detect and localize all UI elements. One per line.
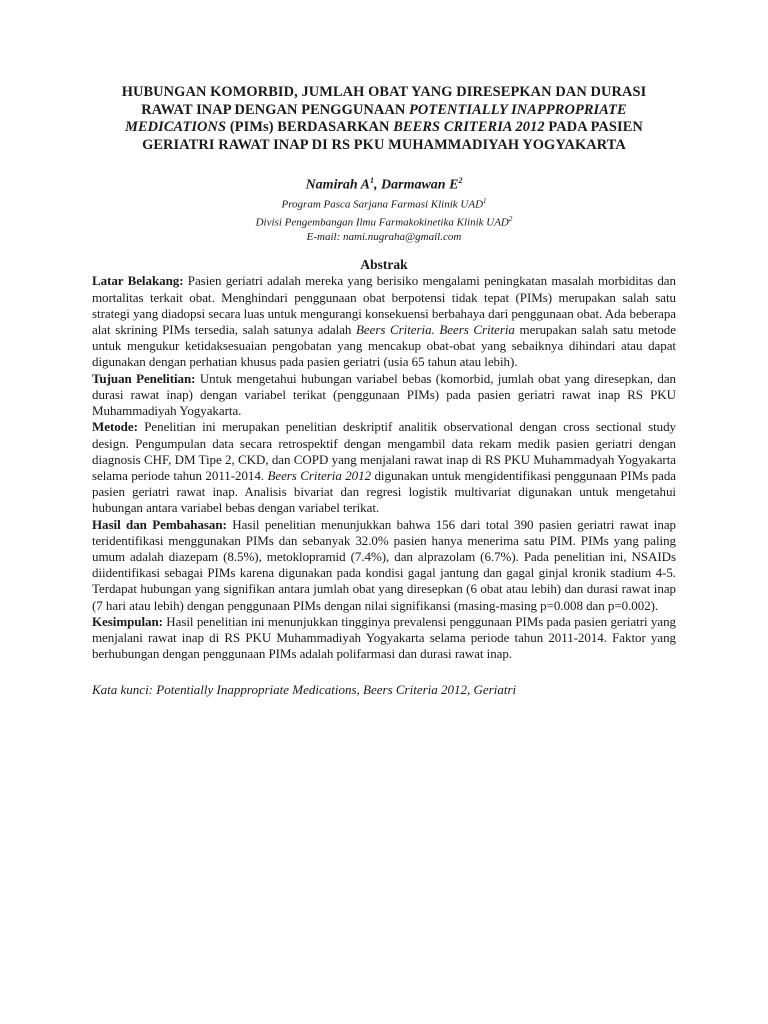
method-text-2: digunakan untuk mengidentifikasi penggunaan PIMs pada pasien geriatri rawat inap. Analisis bivariat dan regresi logistik multivariat digunakan untuk mengetahui hubungan antara variabel bebas dengan variabel terikat.	[92, 467, 677, 516]
abstract-conclusion	[92, 614, 676, 663]
method-text-1: Penelitian ini merupakan penelitian deskriptif analitik observational dengan cross sectional study design. Pengumpulan data secara retrospektif dengan mengambil data rekam medik pasien geriatri dengan diagnosis CHF, DM Tipe 2, CKD, dan COPD yang menjalani rawat inap di RS PKU Muhammadyah Yogyakarta selama periode tahun 2011-2014.	[92, 419, 676, 483]
title-line-3-text-a: (PIMs) BERDASARKAN	[226, 119, 394, 135]
objective-label: Tujuan Penelitian:	[92, 370, 196, 386]
title-line-3-italic-b: BEERS CRITERIA 2012	[393, 119, 545, 135]
background-text-1: Pasien geriatri adalah mereka yang berisiko mengalami peningkatan masalah morbiditas dan mortalitas terkait obat. Menghindari penggunaan obat berpotensi tidak tepat (PIMs) merupakan salah satu strategi yang diadopsi secara luas untuk mengurangi konsekuensi berbahaya dari penggunaan obat. Ada beberapa alat skrining PIMs tersedia, salah satunya adalah	[92, 273, 676, 338]
background-italic: Beers Criteria. Beers Criteria	[356, 322, 515, 338]
method-label: Metode:	[92, 419, 138, 435]
title-line-2	[92, 102, 676, 120]
title-line-2-text: RAWAT INAP DENGAN PENGGUNAAN	[141, 101, 410, 118]
background-text-2: merupakan salah satu metode untuk mengukur ketidaksesuaian pengobatan yang mencakup obat-obat yang sebaiknya dihindari atau dapat digunakan dengan perhatian khusus pada pasien geriatri (usia 65 tahun atau lebih).	[92, 322, 676, 370]
affiliations	[92, 194, 676, 245]
method-italic: Beers Criteria 2012	[267, 467, 372, 483]
affiliation-1-text: Program Pasca Sarjana Farmasi Klinik UAD	[281, 198, 484, 211]
author-2-sup: 2	[458, 176, 463, 185]
background-label: Latar Belakang:	[92, 273, 184, 289]
author-separator: ,	[374, 177, 382, 193]
abstract-method	[92, 419, 676, 516]
objective-text: Untuk mengetahui hubungan variabel bebas (komorbid, jumlah obat yang diresepkan, dan durasi rawat inap) dengan variabel terikat (penggunaan PIMs) pada pasien geriatri rawat inap RS PKU Muhammadiyah Yogyakarta.	[92, 370, 676, 419]
paper-title	[92, 84, 676, 154]
title-line-2-italic: POTENTIALLY INAPPROPRIATE	[409, 101, 627, 118]
author-1-sup: 1	[370, 176, 375, 185]
abstract-objective	[92, 371, 676, 420]
title-line-3-text-b: PADA PASIEN	[544, 119, 643, 135]
author-1-name: Namirah A	[305, 177, 371, 193]
affiliation-2-text: Divisi Pengembangan Ilmu Farmakokinetika Klinik UAD	[255, 216, 509, 229]
conclusion-text: Hasil penelitian ini menunjukkan tingginya prevalensi penggunaan PIMs pada pasien geriatri yang menjalani rawat inap di RS PKU Muhammadiyah Yogyakarta selama periode tahun 2011-2014. Faktor yang berhubungan dengan penggunaan PIMs adalah polifarmasi dan durasi rawat inap.	[92, 613, 676, 662]
affiliation-2-sup: 2	[508, 214, 513, 223]
title-line-1: HUBUNGAN KOMORBID, JUMLAH OBAT YANG DIRESEPKAN DAN DURASI	[121, 84, 647, 100]
author-email: E-mail: nami.nugraha@gmail.com	[306, 230, 462, 243]
affiliation-2	[92, 212, 676, 230]
abstract-heading: Abstrak	[360, 257, 408, 273]
author-list	[92, 172, 676, 194]
abstract-background	[92, 273, 676, 370]
affiliation-1-sup: 1	[483, 196, 487, 205]
conclusion-label: Kesimpulan:	[92, 613, 163, 629]
results-text: Hasil penelitian menunjukkan bahwa 156 dari total 390 pasien geriatri rawat inap teridentifikasi menggunakan PIMs dan sebanyak 32.0% pasien hanya menerima satu PIM. PIMs yang paling umum adalah diazepam (8.5%), metoklopramid (7.4%), dan alprazolam (6.7%). Pada penelitian ini, NSAIDs diidentifikasi sebagai PIMs karena digunakan pada kondisi gagal jantung dan gagal ginjal kronik stadium 4-5. Terdapat hubungan yang signifikan antara jumlah obat yang diresepkan (6 obat atau lebih) dan durasi rawat inap (7 hari atau lebih) dengan penggunaan PIMs dengan nilai signifikansi (masing-masing p=0.008 dan p=0.002).	[92, 516, 676, 613]
affiliation-1	[92, 194, 676, 212]
results-label: Hasil dan Pembahasan:	[92, 516, 227, 532]
keywords: Kata kunci: Potentially Inappropriate Medications, Beers Criteria 2012, Geriatri	[92, 682, 517, 698]
title-line-3	[92, 119, 676, 137]
author-2-name: Darmawan E	[381, 177, 459, 193]
title-line-4: GERIATRI RAWAT INAP DI RS PKU MUHAMMADIYAH YOGYAKARTA	[142, 136, 626, 153]
title-line-3-italic-a: MEDICATIONS	[125, 119, 227, 135]
abstract-results	[92, 517, 676, 614]
